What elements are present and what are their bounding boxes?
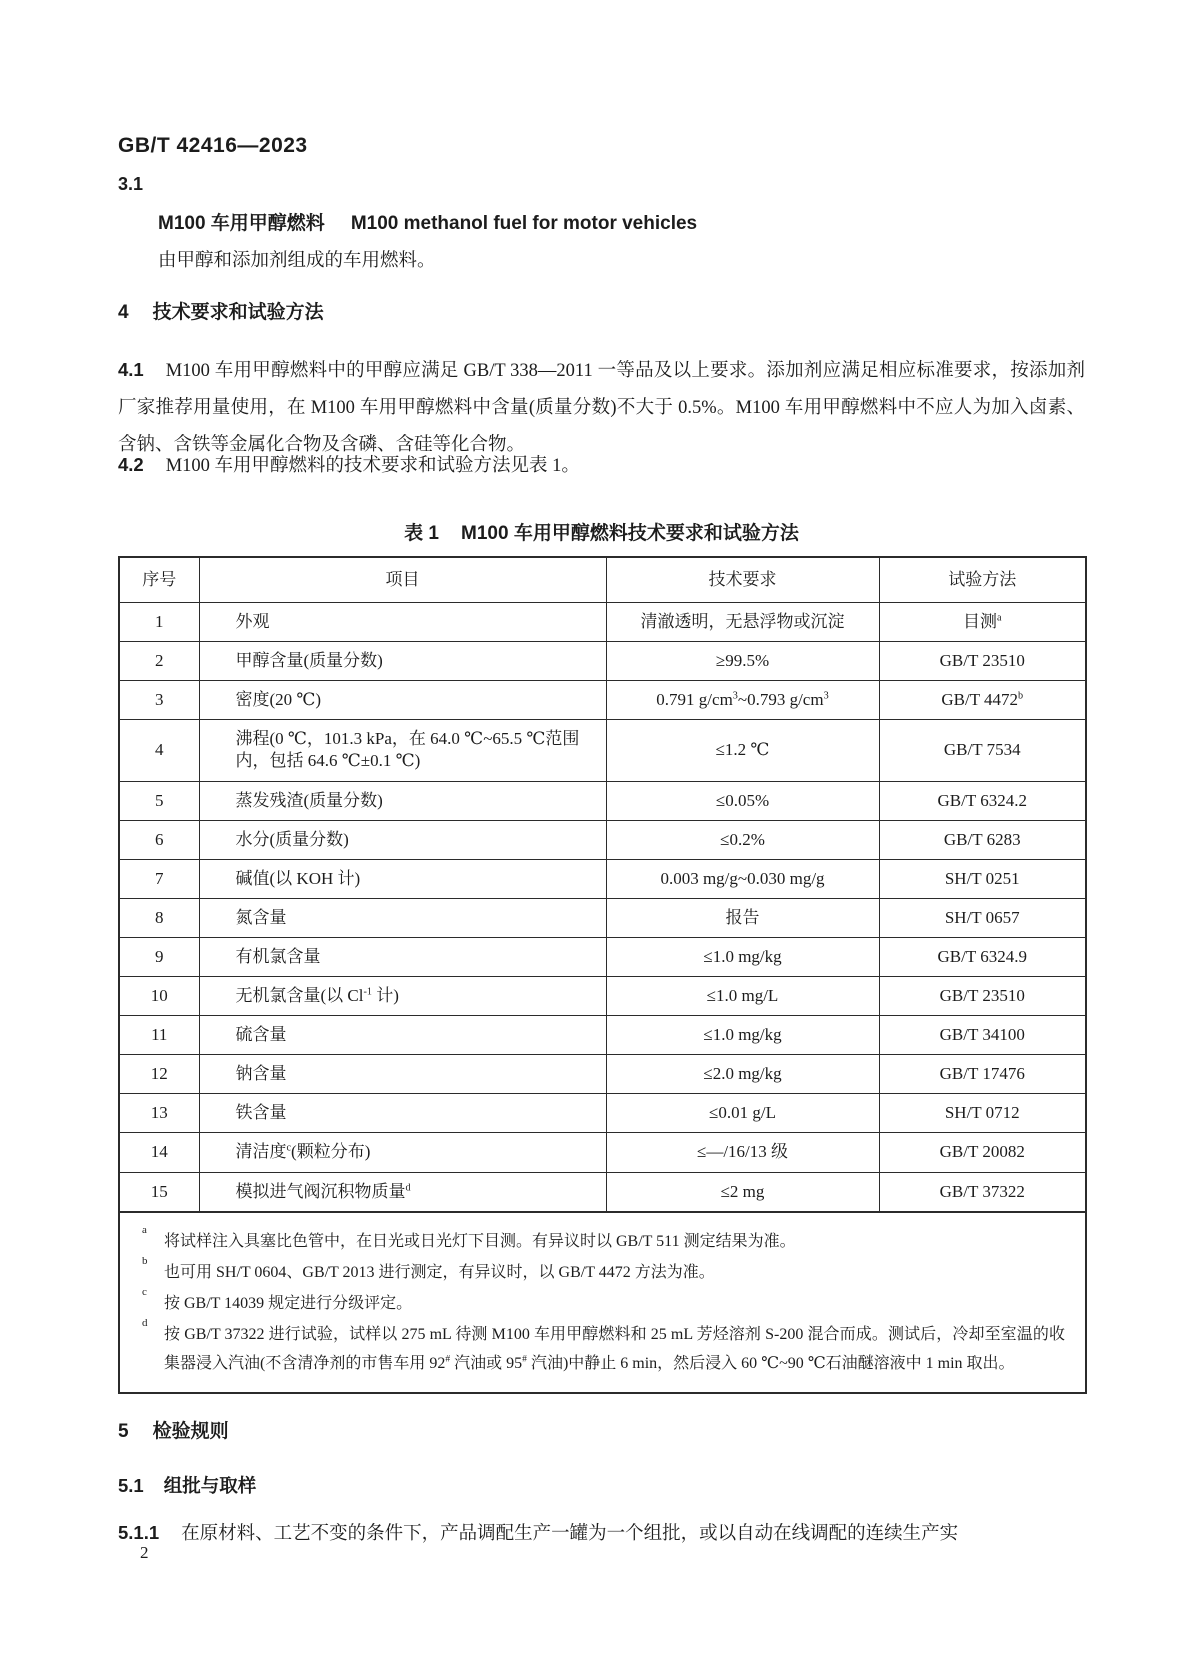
footnote-text: 也可用 SH/T 0604、GB/T 2013 进行测定，有异议时，以 GB/T 4472 方法为准。 xyxy=(164,1263,715,1281)
footnote-text: 按 GB/T 14039 规定进行分级评定。 xyxy=(164,1294,413,1312)
cell-item: 蒸发残渣(质量分数) xyxy=(199,781,606,820)
header-item: 项目 xyxy=(199,557,606,603)
cell-no: 12 xyxy=(119,1055,199,1094)
table-header-row xyxy=(119,557,1086,603)
cell-no: 10 xyxy=(119,977,199,1016)
cell-no: 7 xyxy=(119,859,199,898)
cell-method: GB/T 4472$^b$ xyxy=(879,681,1086,720)
requirements-table xyxy=(118,556,1087,1394)
cell-requirement: ≥99.5% xyxy=(606,642,879,681)
cell-requirement: ≤—/16/13 级 xyxy=(606,1133,879,1172)
cell-item: 碱值(以 KOH 计) xyxy=(199,859,606,898)
clause-5-1-1 xyxy=(118,1514,1085,1553)
cell-method: GB/T 17476 xyxy=(879,1055,1086,1094)
table-footnote: c 按 GB/T 14039 规定进行分级评定。 xyxy=(142,1285,413,1312)
clause-4-1-text: M100 车用甲醇燃料中的甲醇应满足 GB/T 338—2011 一等品及以上要求。添加剂应满足相应标准要求，按添加剂厂家推荐用量使用，在 M100 车用甲醇燃料中含量(质量分数)不大于 0.5%。M100 车用甲醇燃料中不应人为加入卤素、含钠、含铁等金属化合物及含磷、含硅等化合物。 xyxy=(118,361,1085,455)
table-row xyxy=(119,1172,1086,1212)
cell-method: GB/T 34100 xyxy=(879,1016,1086,1055)
cell-no: 1 xyxy=(119,603,199,642)
clause-3-1-number: 3.1 xyxy=(118,174,144,194)
header-requirement: 技术要求 xyxy=(606,557,879,603)
clause-5-1-1-text: 在原材料、工艺不变的条件下，产品调配生产一罐为一个组批，或以自动在线调配的连续生产实 xyxy=(181,1524,959,1544)
clause-5-1-title: 组批与取样 xyxy=(163,1475,257,1496)
cell-requirement: ≤1.2 ℃ xyxy=(606,720,879,781)
table-footnote: a 将试样注入具塞比色管中，在日光或日光灯下目测。有异议时以 GB/T 511 测定结果为准。 xyxy=(142,1223,796,1250)
table-caption-label: 表 1 xyxy=(404,523,440,544)
clause-4-1-number: 4.1 xyxy=(118,359,144,380)
term-line xyxy=(158,208,1085,235)
cell-no: 5 xyxy=(119,781,199,820)
table-row xyxy=(119,820,1086,859)
table-row xyxy=(119,1016,1086,1055)
cell-no: 8 xyxy=(119,898,199,937)
cell-item: 沸程(0 ℃，101.3 kPa，在 64.0 ℃~65.5 ℃范围内，包括 64.6 ℃±0.1 ℃) xyxy=(199,720,606,781)
cell-requirement: ≤0.05% xyxy=(606,781,879,820)
cell-no: 2 xyxy=(119,642,199,681)
cell-no: 4 xyxy=(119,720,199,781)
cell-requirement: 清澈透明，无悬浮物或沉淀 xyxy=(606,603,879,642)
cell-requirement: ≤1.0 mg/kg xyxy=(606,1016,879,1055)
table-row xyxy=(119,1055,1086,1094)
table-row xyxy=(119,977,1086,1016)
section-5-title: 检验规则 xyxy=(152,1421,229,1442)
cell-no: 15 xyxy=(119,1172,199,1212)
cell-no: 3 xyxy=(119,681,199,720)
cell-item: 甲醇含量(质量分数) xyxy=(199,642,606,681)
cell-requirement: ≤1.0 mg/L xyxy=(606,977,879,1016)
term-zh: M100 车用甲醇燃料 xyxy=(158,213,325,234)
section-5-number: 5 xyxy=(118,1421,129,1442)
table-row xyxy=(119,681,1086,720)
table-row xyxy=(119,898,1086,937)
cell-method: GB/T 6283 xyxy=(879,820,1086,859)
cell-requirement: ≤2.0 mg/kg xyxy=(606,1055,879,1094)
table-footnote: d 按 GB/T 37322 进行试验，试样以 275 mL 待测 M100 车用甲醇燃料和 25 mL 芳烃溶剂 S-200 混合而成。测试后，冷却至室温的收集器浸入汽油(不含清净剂的市售车用 92# 汽油或 95# 汽油)中静止 6 min，然后浸入 60 ℃~90 ℃石油醚溶液中 1 min 取出。 xyxy=(142,1316,1065,1372)
cell-item: 钠含量 xyxy=(199,1055,606,1094)
cell-method: GB/T 20082 xyxy=(879,1133,1086,1172)
cell-method: GB/T 23510 xyxy=(879,642,1086,681)
cell-method: SH/T 0657 xyxy=(879,898,1086,937)
cell-requirement: 0.791 $g/cm^3\sim 0.793$ $g/cm^3$ xyxy=(606,681,879,720)
cell-requirement: ≤0.01 g/L xyxy=(606,1094,879,1133)
cell-requirement: ≤0.2% xyxy=(606,820,879,859)
table-caption-title: M100 车用甲醇燃料技术要求和试验方法 xyxy=(461,523,799,544)
clause-4-2 xyxy=(118,446,1085,485)
cell-no: 13 xyxy=(119,1094,199,1133)
clause-5-1-heading xyxy=(118,1472,1085,1498)
table-footnotes xyxy=(120,1223,1065,1378)
cell-no: 11 xyxy=(119,1016,199,1055)
cell-requirement: 报告 xyxy=(606,898,879,937)
cell-item: 外观 xyxy=(199,603,606,642)
table-footnotes-row xyxy=(119,1212,1086,1393)
clause-5-1-1-number: 5.1.1 xyxy=(118,1522,160,1543)
table-row xyxy=(119,1133,1086,1172)
cell-no: 9 xyxy=(119,937,199,976)
header-method: 试验方法 xyxy=(879,557,1086,603)
table-footnotes-cell xyxy=(119,1212,1086,1393)
header-no: 序号 xyxy=(119,557,199,603)
cell-method: SH/T 0251 xyxy=(879,859,1086,898)
cell-method: 目测$^a$ xyxy=(879,603,1086,642)
table-row xyxy=(119,720,1086,781)
clause-4-2-number: 4.2 xyxy=(118,454,144,475)
cell-method: GB/T 6324.2 xyxy=(879,781,1086,820)
cell-requirement: 0.003 mg/g~0.030 mg/g xyxy=(606,859,879,898)
cell-item: 有机氯含量 xyxy=(199,937,606,976)
cell-method: SH/T 0712 xyxy=(879,1094,1086,1133)
doc-number: GB/T 42416—2023 xyxy=(118,134,308,157)
cell-method: GB/T 7534 xyxy=(879,720,1086,781)
table-footnote: b 也可用 SH/T 0604、GB/T 2013 进行测定，有异议时，以 GB/T 4472 方法为准。 xyxy=(142,1254,715,1281)
cell-method: GB/T 6324.9 xyxy=(879,937,1086,976)
cell-method: GB/T 23510 xyxy=(879,977,1086,1016)
cell-item: 清洁度$^c$(颗粒分布) xyxy=(199,1133,606,1172)
footnote-text: 按 GB/T 37322 进行试验，试样以 275 mL 待测 M100 车用甲醇燃料和 25 mL 芳烃溶剂 S-200 混合而成。测试后，冷却至室温的收集器浸入汽油(不含清净剂的市售车用 92# 汽油或 95# 汽油)中静止 6 min，然后浸入 60 ℃~90 ℃石油醚溶液中 1 min 取出。 xyxy=(164,1325,1065,1372)
table-row xyxy=(119,781,1086,820)
cell-requirement: ≤1.0 mg/kg xyxy=(606,937,879,976)
table-row xyxy=(119,642,1086,681)
cell-method: GB/T 37322 xyxy=(879,1172,1086,1212)
cell-item: 氮含量 xyxy=(199,898,606,937)
cell-item: 铁含量 xyxy=(199,1094,606,1133)
table-row xyxy=(119,603,1086,642)
table-caption xyxy=(118,518,1085,545)
section-4-heading xyxy=(118,297,1085,324)
page-number: 2 xyxy=(140,1543,149,1562)
cell-no: 6 xyxy=(119,820,199,859)
clause-5-1-number: 5.1 xyxy=(118,1475,144,1496)
table-row xyxy=(119,937,1086,976)
cell-no: 14 xyxy=(119,1133,199,1172)
section-4-number: 4 xyxy=(118,302,129,323)
clause-4-2-text: M100 车用甲醇燃料的技术要求和试验方法见表 1。 xyxy=(165,456,580,476)
table-row xyxy=(119,1094,1086,1133)
section-5-heading xyxy=(118,1416,1085,1443)
cell-item: 无机氯含量(以 $Cl^{-1}$ 计) xyxy=(199,977,606,1016)
table-row xyxy=(119,859,1086,898)
cell-item: 硫含量 xyxy=(199,1016,606,1055)
cell-item: 密度(20 ℃) xyxy=(199,681,606,720)
cell-item: 水分(质量分数) xyxy=(199,820,606,859)
cell-item: 模拟进气阀沉积物质量$^d$ xyxy=(199,1172,606,1212)
term-en: M100 methanol fuel for motor vehicles xyxy=(350,213,698,234)
footnote-text: 将试样注入具塞比色管中，在日光或日光灯下目测。有异议时以 GB/T 511 测定结果为准。 xyxy=(164,1232,796,1250)
term-definition: 由甲醇和添加剂组成的车用燃料。 xyxy=(158,251,436,271)
section-4-title: 技术要求和试验方法 xyxy=(152,302,324,323)
cell-requirement: ≤2 mg xyxy=(606,1172,879,1212)
